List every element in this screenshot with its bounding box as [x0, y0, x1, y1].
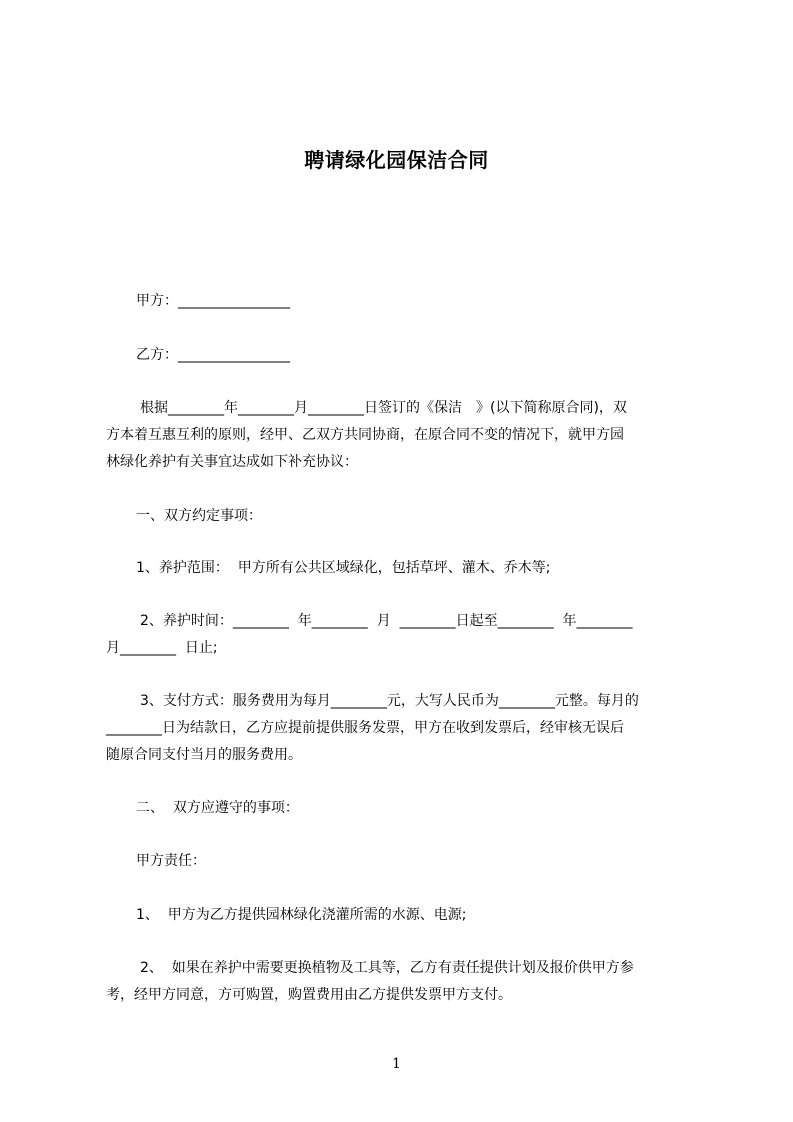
section-2-item-2-line-2: 考，经甲方同意，方可购置，购置费用由乙方提供发票甲方支付。	[106, 987, 512, 1003]
intro-line-1: 根据________年________月________日签订的《保洁 》(以下简称原合同)，双	[140, 400, 627, 416]
section-1-item-2-line-1: 2、养护时间：________ 年________ 月 ________日起至________ 年________	[140, 613, 633, 629]
section-1-item-3-line-1: 3、支付方式：服务费用为每月________元，大写人民币为________元整。每月的	[140, 693, 639, 709]
intro-line-3: 林绿化养护有关事宜达成如下补充协议：	[106, 454, 358, 470]
party-a-line: 甲方：________________	[136, 293, 290, 309]
section-1-item-2-line-2: 月________ 日止;	[106, 640, 218, 656]
section-1-heading: 一、双方约定事项：	[136, 508, 262, 524]
section-1-item-3-line-2: ________日为结款日，乙方应提前提供服务发票，甲方在收到发票后，经审核无误后	[106, 720, 624, 736]
section-2-heading: 二、 双方应遵守的事项：	[136, 800, 299, 816]
section-2-item-1: 1、 甲方为乙方提供园林绿化浇灌所需的水源、电源;	[136, 907, 467, 923]
party-b-line: 乙方：________________	[136, 347, 290, 363]
intro-line-2: 方本着互惠互利的原则，经甲、乙双方共同协商，在原合同不变的情况下，就甲方园	[106, 427, 624, 443]
document-title: 聘请绿化园保洁合同	[304, 148, 489, 172]
party-a-responsibilities-heading: 甲方责任：	[136, 853, 206, 869]
page-number: 1	[392, 1056, 401, 1072]
section-1-item-1: 1、养护范围： 甲方所有公共区域绿化，包括草坪、灌木、乔木等;	[136, 560, 551, 576]
section-1-item-3-line-3: 随原合同支付当月的服务费用。	[106, 747, 302, 763]
section-2-item-2-line-1: 2、 如果在养护中需要更换植物及工具等，乙方有责任提供计划及报价供甲方参	[140, 960, 634, 976]
